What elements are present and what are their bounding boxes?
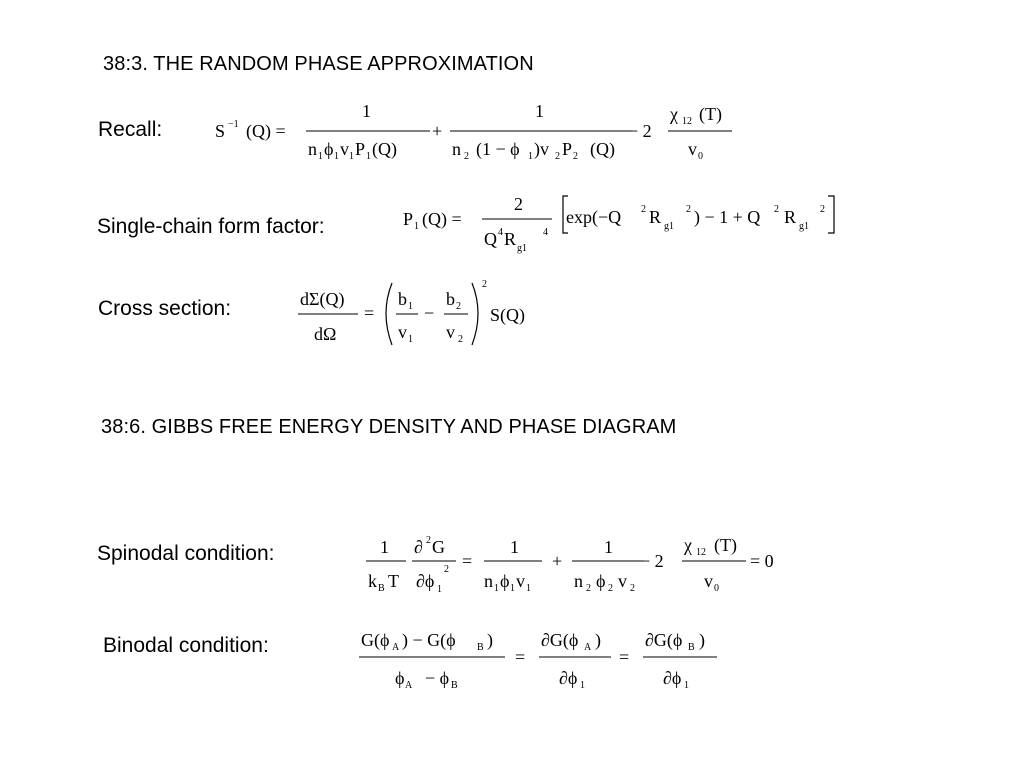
svg-text:Q: Q	[484, 229, 497, 249]
svg-text:B: B	[477, 642, 484, 653]
svg-text:− ϕ: − ϕ	[425, 668, 450, 688]
svg-text:A: A	[584, 642, 592, 653]
svg-text:S: S	[215, 121, 226, 141]
svg-text:χ: χ	[684, 535, 692, 555]
svg-text:12: 12	[696, 547, 706, 558]
svg-text:v: v	[688, 139, 697, 159]
svg-text:g1: g1	[799, 221, 809, 232]
svg-text:ϕ: ϕ	[500, 571, 510, 591]
equation-recall	[210, 95, 750, 170]
svg-text:n: n	[308, 139, 317, 159]
svg-text:∂ϕ: ∂ϕ	[416, 571, 435, 591]
svg-text:2: 2	[641, 204, 646, 215]
svg-text:1: 1	[604, 537, 613, 557]
svg-text:B: B	[688, 642, 695, 653]
svg-text:(Q): (Q)	[372, 139, 397, 159]
svg-text:A: A	[392, 642, 400, 653]
svg-text:1: 1	[334, 151, 339, 162]
svg-text:2: 2	[573, 151, 578, 162]
svg-text:dΣ(Q): dΣ(Q)	[300, 289, 345, 309]
svg-text:exp(−Q: exp(−Q	[566, 207, 622, 227]
equation-form-factor	[400, 190, 850, 265]
svg-text:1: 1	[494, 583, 499, 594]
svg-text:k: k	[368, 571, 377, 591]
svg-text:−: −	[424, 303, 435, 323]
svg-text:1: 1	[684, 680, 689, 691]
svg-text:ϕ: ϕ	[324, 139, 334, 159]
svg-text:+: +	[432, 121, 443, 141]
svg-text:B: B	[378, 583, 385, 594]
svg-text:χ: χ	[670, 104, 678, 124]
svg-text:∂G(ϕ: ∂G(ϕ	[645, 630, 683, 650]
svg-text:P: P	[562, 139, 573, 159]
svg-text:2: 2	[444, 564, 449, 575]
svg-text:) − 1 + Q: ) − 1 + Q	[694, 207, 761, 227]
svg-text:2: 2	[630, 583, 635, 594]
svg-text:v: v	[704, 571, 713, 591]
svg-text:dΩ: dΩ	[314, 324, 337, 344]
svg-text:G(ϕ: G(ϕ	[361, 630, 390, 650]
svg-text:G: G	[432, 537, 445, 557]
svg-text:v: v	[618, 571, 627, 591]
svg-text:(T): (T)	[714, 535, 737, 555]
svg-text:1: 1	[528, 151, 533, 162]
svg-text:v: v	[516, 571, 525, 591]
svg-text:∂ϕ: ∂ϕ	[559, 668, 578, 688]
svg-text:1: 1	[408, 334, 413, 345]
svg-text:v: v	[340, 139, 349, 159]
svg-text:1: 1	[580, 680, 585, 691]
svg-text:P: P	[403, 209, 414, 229]
svg-text:ϕ: ϕ	[596, 571, 606, 591]
svg-text:2: 2	[686, 204, 691, 215]
svg-text:+: +	[552, 551, 563, 571]
svg-text:1: 1	[510, 537, 519, 557]
svg-text:1: 1	[510, 583, 515, 594]
svg-text:g1: g1	[664, 221, 674, 232]
svg-text:n: n	[452, 139, 461, 159]
section-heading-rpa: 38:3. THE RANDOM PHASE APPROXIMATION	[103, 53, 534, 75]
svg-text:2: 2	[458, 334, 463, 345]
svg-text:∂G(ϕ: ∂G(ϕ	[541, 630, 579, 650]
svg-text:=: =	[515, 647, 526, 667]
svg-text:(1 − ϕ: (1 − ϕ	[476, 139, 520, 159]
equation-binodal	[355, 620, 735, 700]
svg-text:1: 1	[380, 537, 389, 557]
svg-text:1: 1	[437, 584, 442, 595]
svg-text:R: R	[504, 229, 517, 249]
svg-text:1: 1	[366, 151, 371, 162]
label-binodal: Binodal condition:	[103, 634, 269, 657]
svg-text:1: 1	[535, 101, 544, 121]
svg-text:1: 1	[318, 151, 323, 162]
equation-spinodal	[360, 527, 800, 602]
svg-text:n: n	[574, 571, 583, 591]
svg-text:B: B	[451, 680, 458, 691]
svg-text:2: 2	[464, 151, 469, 162]
label-recall: Recall:	[98, 118, 163, 141]
svg-text:−1: −1	[228, 119, 239, 130]
svg-text:): )	[487, 630, 493, 650]
svg-text:− 2: − 2	[628, 121, 652, 141]
svg-text:b: b	[398, 289, 407, 309]
svg-text:0: 0	[714, 583, 719, 594]
svg-text:= 0: = 0	[750, 551, 774, 571]
svg-text:12: 12	[682, 116, 692, 127]
svg-text:): )	[699, 630, 705, 650]
svg-text:4: 4	[498, 227, 503, 238]
svg-text:ϕ: ϕ	[395, 668, 405, 688]
svg-text:(T): (T)	[699, 104, 722, 124]
svg-text:b: b	[446, 289, 455, 309]
svg-text:0: 0	[698, 151, 703, 162]
svg-text:1: 1	[349, 151, 354, 162]
svg-text:=: =	[462, 551, 473, 571]
svg-text:(Q) =: (Q) =	[422, 209, 462, 229]
section-heading-gibbs: 38:6. GIBBS FREE ENERGY DENSITY AND PHASE DIAGRAM	[101, 416, 677, 438]
svg-text:=: =	[619, 647, 630, 667]
svg-text:4: 4	[543, 227, 548, 238]
svg-text:2: 2	[555, 151, 560, 162]
svg-text:∂ϕ: ∂ϕ	[663, 668, 682, 688]
svg-text:n: n	[484, 571, 493, 591]
svg-text:1: 1	[408, 301, 413, 312]
svg-text:2: 2	[774, 204, 779, 215]
svg-text:2: 2	[586, 583, 591, 594]
svg-text:2: 2	[608, 583, 613, 594]
svg-text:T: T	[388, 571, 399, 591]
svg-text:1: 1	[362, 101, 371, 121]
svg-text:2: 2	[426, 535, 431, 546]
svg-text:g1: g1	[517, 243, 527, 254]
svg-text:2: 2	[820, 204, 825, 215]
svg-text:) − G(ϕ: ) − G(ϕ	[402, 630, 456, 650]
svg-text:(Q): (Q)	[590, 139, 615, 159]
svg-text:2: 2	[482, 279, 487, 290]
svg-text:)v: )v	[534, 139, 549, 159]
equation-cross-section	[292, 273, 552, 358]
svg-text:2: 2	[514, 194, 523, 214]
svg-text:P: P	[355, 139, 366, 159]
svg-text:v: v	[398, 322, 407, 342]
svg-text:2: 2	[456, 301, 461, 312]
svg-text:S(Q): S(Q)	[490, 305, 525, 325]
svg-text:− 2: − 2	[640, 551, 664, 571]
svg-text:A: A	[405, 680, 413, 691]
svg-text:1: 1	[414, 221, 419, 232]
svg-text:v: v	[446, 322, 455, 342]
label-form-factor: Single-chain form factor:	[97, 215, 325, 238]
svg-text:(Q) =: (Q) =	[246, 121, 286, 141]
svg-text:R: R	[784, 207, 797, 227]
svg-text:∂: ∂	[414, 537, 423, 557]
svg-text:R: R	[649, 207, 662, 227]
label-spinodal: Spinodal condition:	[97, 542, 275, 565]
svg-text:=: =	[364, 303, 375, 323]
svg-text:1: 1	[526, 583, 531, 594]
label-cross-section: Cross section:	[98, 297, 232, 320]
svg-text:): )	[595, 630, 601, 650]
